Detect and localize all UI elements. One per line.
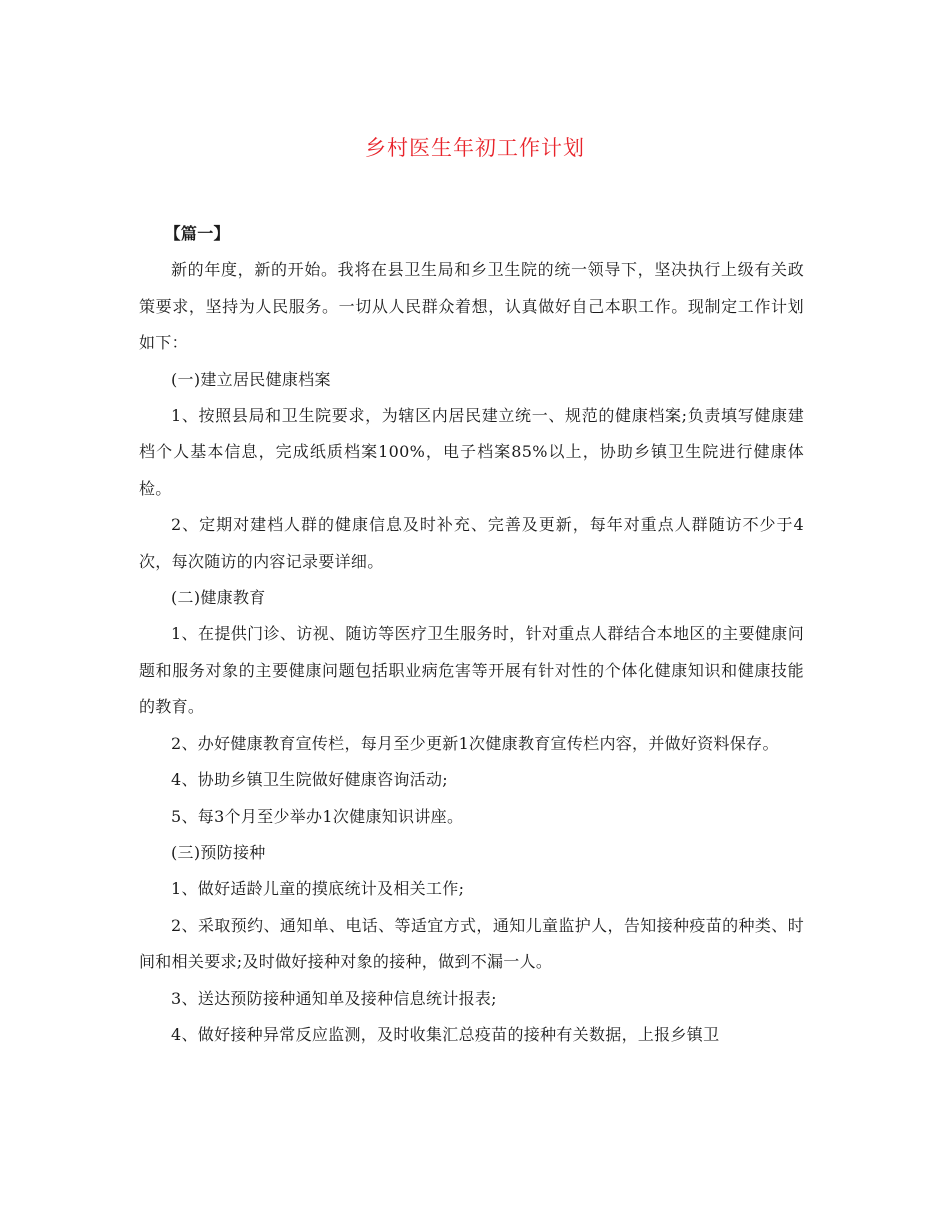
document-title: 乡村医生年初工作计划 <box>365 136 585 160</box>
section-heading-health-records: (一)建立居民健康档案 <box>171 369 331 389</box>
paragraph: 2、采取预约、通知单、电话、等适宜方式，通知儿童监护人，告知接种疫苗的种类、时间和相关要求;及时做好接种对象的接种，做到不漏一人。 <box>139 915 804 972</box>
intro-paragraph: 新的年度，新的开始。我将在县卫生局和乡卫生院的统一领导下，坚决执行上级有关政策要求，坚持为人民服务。一切从人民群众着想，认真做好自己本职工作。现制定工作计划如下： <box>139 260 804 353</box>
paragraph: 1、在提供门诊、访视、随访等医疗卫生服务时，针对重点人群结合本地区的主要健康问题和服务对象的主要健康问题包括职业病危害等开展有针对性的个体化健康知识和健康技能的教育。 <box>139 624 804 717</box>
paragraph: 4、协助乡镇卫生院做好健康咨询活动; <box>171 770 448 790</box>
paragraph: 5、每3个月至少举办1次健康知识讲座。 <box>171 806 464 826</box>
paragraph: 2、定期对建档人群的健康信息及时补充、完善及更新，每年对重点人群随访不少于4次，每次随访的内容记录要详细。 <box>139 515 804 571</box>
section-heading-health-education: (二)健康教育 <box>171 588 266 608</box>
paragraph: 2、办好健康教育宣传栏，每月至少更新1次健康教育宣传栏内容，并做好资料保存。 <box>171 733 779 753</box>
section-heading-vaccination: (三)预防接种 <box>171 842 266 862</box>
paragraph: 3、送达预防接种通知单及接种信息统计报表; <box>171 988 497 1008</box>
document-body <box>139 216 804 1053</box>
part-heading: 【篇一】 <box>164 224 230 243</box>
paragraph: 1、按照县局和卫生院要求，为辖区内居民建立统一、规范的健康档案;负责填写健康建档个人基本信息，完成纸质档案100%，电子档案85%以上，协助乡镇卫生院进行健康体检。 <box>139 406 804 498</box>
paragraph: 1、做好适龄儿童的摸底统计及相关工作; <box>171 879 465 899</box>
paragraph: 4、做好接种异常反应监测，及时收集汇总疫苗的接种有关数据，上报乡镇卫 <box>171 1024 720 1044</box>
